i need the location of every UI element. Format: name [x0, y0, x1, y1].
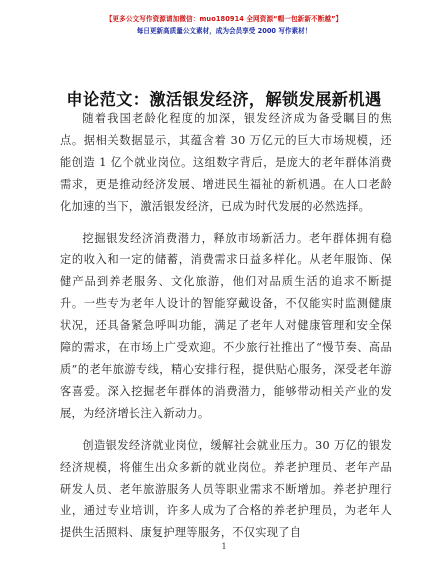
paragraph-employment: 创造银发经济就业岗位，缓解社会就业压力。30 万亿的银发经济规模，将催生出众多新的就业岗位。养老护理员、老年产品研发人员、老年旅游服务人员等职业需求不断增加。养老护理行业，通过专业培训，许多人成为了合格的养老护理员，为老年人提供生活照料、康复护理等服务，不仅实现了自: [60, 438, 392, 540]
header-banner: [0, 14, 448, 36]
banner-member-line: 每日更新高质量公文素材，成为会员享受 2000 写作素材！: [136, 27, 312, 35]
document-body: [60, 108, 392, 554]
paragraph-intro: 随着我国老龄化程度的加深，银发经济成为备受瞩目的焦点。据相关数据显示，其蕴含着 30 万亿元的巨大市场规模，还能创造 1 亿个就业岗位。这组数字背后，是庞大的老年群体消费需求，更是推动经济发展、增进民生福祉的新机遇。在人口老龄化加速的当下，激活银发经济，已成为时代发展的必然选择。: [60, 112, 392, 213]
paragraph-consumption: 挖掘银发经济消费潜力，释放市场新活力。老年群体拥有稳定的收入和一定的储蓄，消费需求日益多样化。从老年服饰、保健产品到养老服务、文化旅游，他们对品质生活的追求不断提升。一些专为老年人设计的智能穿戴设备，不仅能实时监测健康状况，还具备紧急呼叫功能，满足了老年人对健康管理和安全保障的需求，在市场上广受欢迎。不少旅行社推出了“慢节奏、高品质”的老年旅游专线，精心安排行程，提供贴心服务，深受老年游客喜爱。深入挖掘老年群体的消费潜力，能够带动相关产业的发展，为经济增长注入新动力。: [60, 231, 392, 420]
document-title: 申论范文：激活银发经济，解锁发展新机遇: [66, 90, 382, 109]
banner-promo-line: 【更多公文写作资源请加微信：muo180914 全网资源“帽一包新新不断越”】: [105, 15, 343, 23]
page-number: 1: [221, 542, 227, 551]
